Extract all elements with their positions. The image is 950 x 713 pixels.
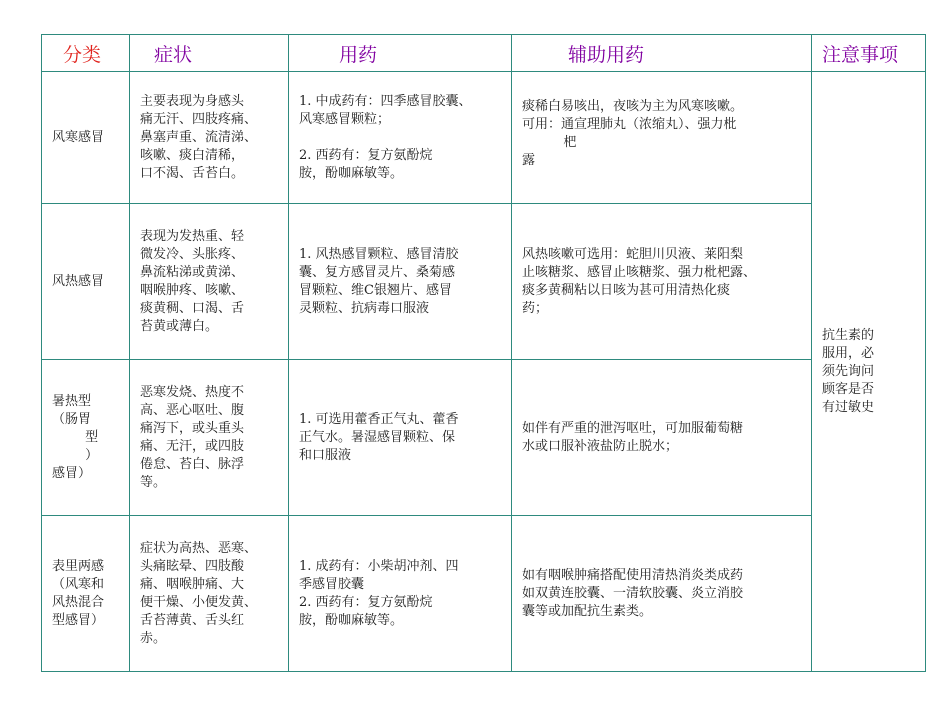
row-category: 风寒感冒 <box>52 129 105 145</box>
row-auxiliary-cell <box>512 516 812 672</box>
notes-text: 抗生素的 服用，必 须先询问 顾客是否 有过敏史 <box>822 327 875 415</box>
row-category: 表里两感 （风寒和 风热混合 型感冒） <box>52 558 105 628</box>
row-symptoms: 表现为发热重、轻 微发冷、头胀疼、 鼻流粘涕或黄涕、 咽喉肿疼、咳嗽、 痰黄稠、口渴、舌 苔黄或薄白。 <box>140 228 245 334</box>
table-row <box>42 204 926 360</box>
header-auxiliary <box>512 35 812 72</box>
header-symptoms-label: 症状 <box>154 43 193 66</box>
row-symptoms: 恶寒发烧、热度不 高、恶心呕吐、腹 痛泻下，或头重头 痛、无汗，或四肢 倦怠、苔白、脉浮 等。 <box>140 384 245 490</box>
row-category-cell <box>42 516 130 672</box>
row-medication-cell <box>289 72 512 204</box>
row-category-cell <box>42 72 130 204</box>
row-auxiliary: 如有咽喉肿痛搭配使用清热消炎类成药 如双黄连胶囊、一清软胶囊、炎立消胶 囊等或加配抗生素类。 <box>522 567 744 619</box>
row-category-cell <box>42 360 130 516</box>
header-notes-label: 注意事项 <box>822 43 899 66</box>
header-medication-label: 用药 <box>339 43 378 66</box>
header-auxiliary-label: 辅助用药 <box>568 43 645 66</box>
row-category-cell <box>42 204 130 360</box>
row-category: 风热感冒 <box>52 273 105 289</box>
row-auxiliary-cell <box>512 360 812 516</box>
header-medication <box>289 35 512 72</box>
row-auxiliary: 如伴有严重的泄泻呕吐，可加服葡萄糖 水或口服补液盐防止脱水； <box>522 420 744 454</box>
header-row <box>42 35 926 72</box>
row-symptoms-cell <box>130 360 289 516</box>
header-symptoms <box>130 35 289 72</box>
row-auxiliary-cell <box>512 72 812 204</box>
header-category-label: 分类 <box>63 43 102 66</box>
table-row <box>42 360 926 516</box>
row-medication-cell <box>289 516 512 672</box>
row-medication-cell <box>289 360 512 516</box>
cold-medication-table <box>41 34 926 672</box>
row-symptoms-cell <box>130 516 289 672</box>
row-medication: 1. 中成药有：四季感冒胶囊、 风寒感冒颗粒； 2. 西药有：复方氨酚烷 胺，酚咖麻敏等。 <box>299 93 472 181</box>
row-auxiliary: 风热咳嗽可选用：蛇胆川贝液、莱阳梨 止咳糖浆、感冒止咳糖浆、强力枇杷露、 痰多黄稠粘以日咳为甚可用清热化痰 药； <box>522 246 757 316</box>
header-category <box>42 35 130 72</box>
notes-cell <box>812 72 926 672</box>
table-row <box>42 72 926 204</box>
row-auxiliary: 痰稀白易咳出，夜咳为主为风寒咳嗽。 可用：通宣理肺丸（浓缩丸）、强力枇 杷 露 <box>522 99 744 168</box>
row-medication-cell <box>289 204 512 360</box>
row-symptoms-cell <box>130 72 289 204</box>
table-row <box>42 516 926 672</box>
row-symptoms-cell <box>130 204 289 360</box>
row-medication: 1. 成药有：小柴胡冲剂、四 季感冒胶囊 2. 西药有：复方氨酚烷 胺，酚咖麻敏等。 <box>299 558 459 628</box>
row-symptoms: 主要表现为身感头 痛无汗、四肢疼痛、 鼻塞声重、流清涕、 咳嗽、痰白清稀， 口不渴、舌苔白。 <box>140 93 258 181</box>
row-auxiliary-cell <box>512 204 812 360</box>
row-category: 暑热型 （肠胃 型 ） 感冒） <box>52 393 99 481</box>
row-symptoms: 症状为高热、恶寒、 头痛眩晕、四肢酸 痛、咽喉肿痛、大 便干燥、小便发黄、 舌苔薄黄、舌头红 赤。 <box>140 540 258 646</box>
row-medication: 1. 风热感冒颗粒、感冒清胶 囊、复方感冒灵片、桑菊感 冒颗粒、维C银翘片、感冒 灵颗粒、抗病毒口服液 <box>299 246 459 316</box>
header-notes <box>812 35 926 72</box>
row-medication: 1. 可选用藿香正气丸、藿香 正气水。暑湿感冒颗粒、保 和口服液 <box>299 411 459 463</box>
